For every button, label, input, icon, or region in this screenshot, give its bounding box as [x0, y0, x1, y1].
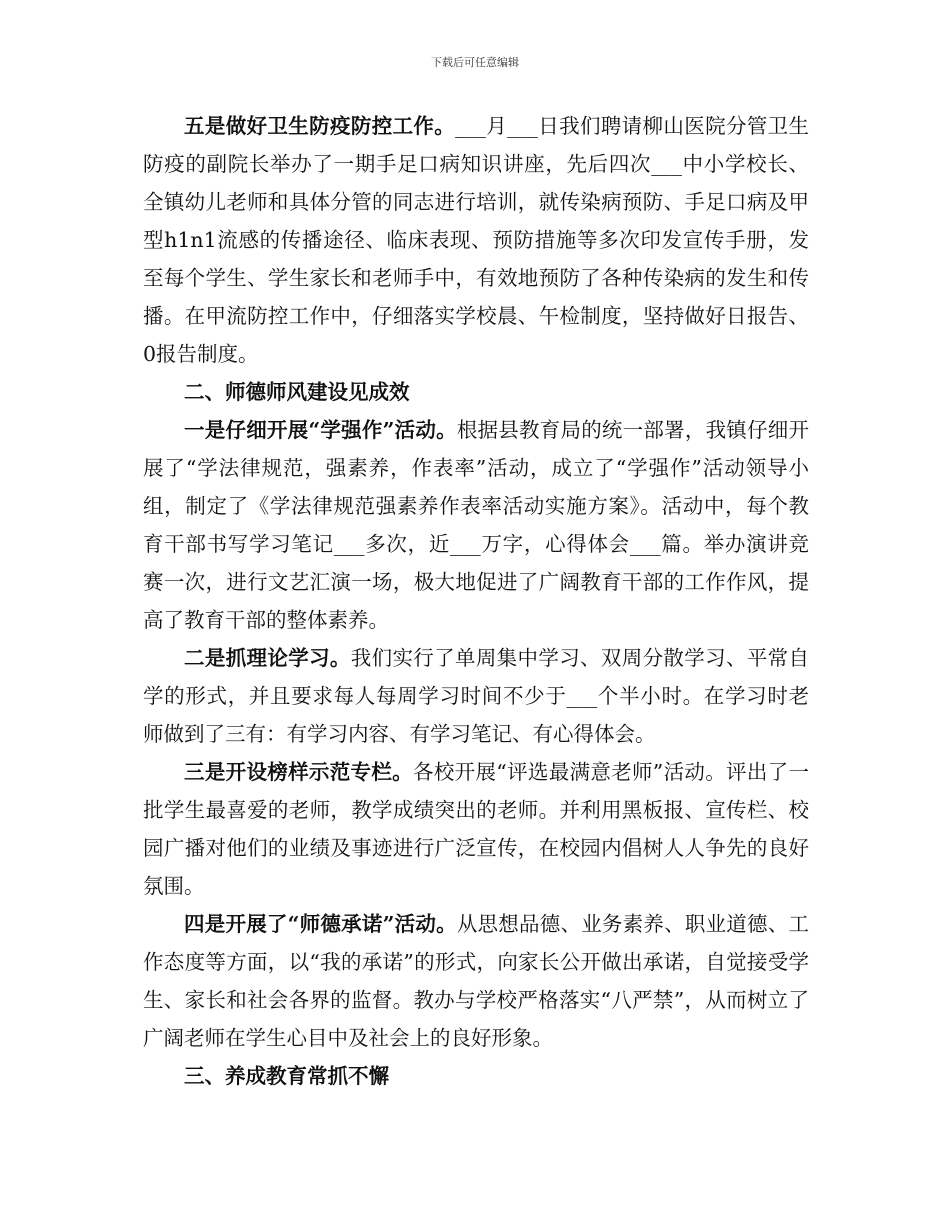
section-heading-teacher-ethics: 二、师德师风建设见成效 — [184, 380, 410, 404]
document-body — [143, 107, 809, 1095]
paragraph-role-model-column — [143, 753, 809, 905]
paragraph-text: 从思想品德、业务素养、职业道德、工作态度等方面，以“我的承诺”的形式，向家长公开做出承诺，自觉接受学生、家长和社会各界的监督。教办与学校严格落实“八严禁”，从而树立了广阔老师在学生心目中及社会上的良好形象。 — [143, 912, 809, 1050]
paragraph-text: ___月___日我们聘请柳山医院分管卫生防疫的副院长举办了一期手足口病知识讲座，先后四次___中小学校长、全镇幼儿老师和具体分管的同志进行培训，就传染病预防、手足口病及甲型h1n1流感的传播途径、临床表现、预防措施等多次印发宣传手册，发至每个学生、学生家长和老师手中，有效地预防了各种传染病的发生和传播。在甲流防控工作中，仔细落实学校晨、午检制度，坚持做好日报告、0报告制度。 — [143, 114, 810, 366]
page-header-note: 下载后可任意编辑 — [431, 56, 519, 69]
paragraph-lead: 二是抓理论学习。 — [184, 646, 351, 670]
paragraph-text: 根据县教育局的统一部署，我镇仔细开展了“学法律规范，强素养，作表率”活动，成立了“学强作”活动领导小组，制定了《学法律规范强素养作表率活动实施方案》。活动中，每个教育干部书写学习笔记___多次，近___万字，心得体会___篇。举办演讲竞赛一次，进行文艺汇演一场，极大地促进了广阔教育干部的工作作风，提高了教育干部的整体素养。 — [143, 418, 809, 632]
paragraph-hygiene-epidemic-prevention — [143, 107, 809, 373]
paragraph-lead: 四是开展了“师德承诺”活动。 — [184, 912, 457, 936]
paragraph-text: 我们实行了单周集中学习、双周分散学习、平常自学的形式，并且要求每人每周学习时间不少于___个半小时。在学习时老师做到了三有：有学习内容、有学习笔记、有心得体会。 — [143, 646, 810, 746]
paragraph-lead: 五是做好卫生防疫防控工作。 — [184, 114, 456, 138]
paragraph-lead: 一是仔细开展“学强作”活动。 — [184, 418, 457, 442]
paragraph-text: 各校开展“评选最满意老师”活动。评出了一批学生最喜爱的老师，教学成绩突出的老师。并利用黑板报、宣传栏、校园广播对他们的业绩及事迹进行广泛宣传，在校园内倡树人人争先的良好氛围。 — [143, 760, 809, 898]
paragraph-theory-study — [143, 639, 809, 753]
paragraph-ethics-pledge — [143, 905, 809, 1057]
section-heading-habit-education: 三、养成教育常抓不懈 — [184, 1064, 389, 1088]
paragraph-xue-qiang-zuo-activity — [143, 411, 809, 639]
paragraph-lead: 三是开设榜样示范专栏。 — [184, 760, 413, 784]
